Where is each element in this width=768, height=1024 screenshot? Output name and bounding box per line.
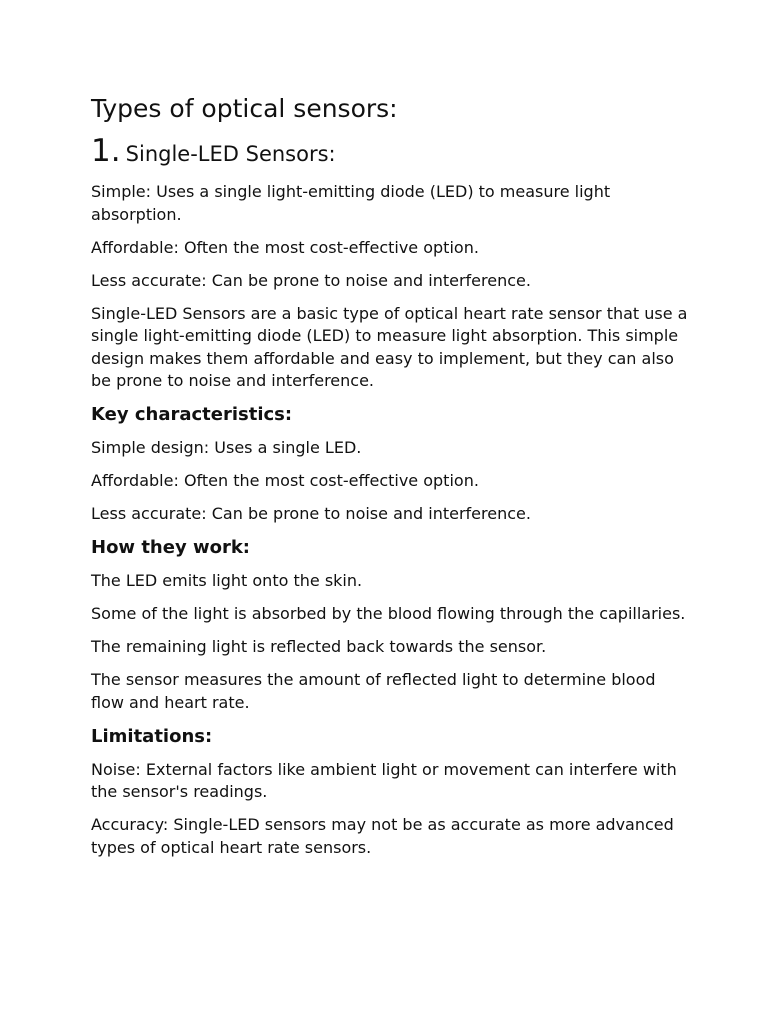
- intro-paragraph: Simple: Uses a single light-emitting diode (LED) to measure light absorption.: [91, 182, 611, 224]
- intro-paragraph: Less accurate: Can be prone to noise and interference.: [91, 270, 531, 290]
- key-characteristics-item: Simple design: Uses a single LED.: [91, 438, 362, 457]
- how-they-work-heading: How they work:: [91, 537, 250, 558]
- section-heading: [91, 134, 691, 173]
- key-characteristics-heading: Key characteristics:: [91, 404, 293, 425]
- intro-paragraph: Single-LED Sensors are a basic type of optical heart rate sensor that use a single light-emitting diode (LED) to measure light absorption. This simple design makes them affordable and easy to implement, but they can also be prone to noise and interference.: [91, 303, 688, 390]
- document-page: [91, 92, 691, 870]
- key-characteristics-item: Affordable: Often the most cost-effective option.: [91, 471, 479, 490]
- how-they-work-item: The sensor measures the amount of reflected light to determine blood flow and heart rate.: [91, 670, 656, 712]
- limitations-heading: Limitations:: [91, 725, 213, 747]
- limitations-item: Accuracy: Single-LED sensors may not be as accurate as more advanced types of optical heart rate sensors.: [91, 815, 674, 857]
- key-characteristics-item: Less accurate: Can be prone to noise and interference.: [91, 504, 531, 523]
- section-title: Single-LED Sensors:: [125, 142, 336, 166]
- limitations-item: Noise: External factors like ambient light or movement can interfere with the sensor's readings.: [91, 759, 677, 801]
- document-title: Types of optical sensors:: [91, 94, 398, 123]
- how-they-work-item: The LED emits light onto the skin.: [91, 571, 363, 590]
- intro-paragraph: Affordable: Often the most cost-effective option.: [91, 237, 479, 257]
- how-they-work-item: The remaining light is reflected back towards the sensor.: [91, 637, 547, 656]
- how-they-work-item: Some of the light is absorbed by the blood flowing through the capillaries.: [91, 604, 686, 623]
- section-number: 1.: [91, 133, 121, 169]
